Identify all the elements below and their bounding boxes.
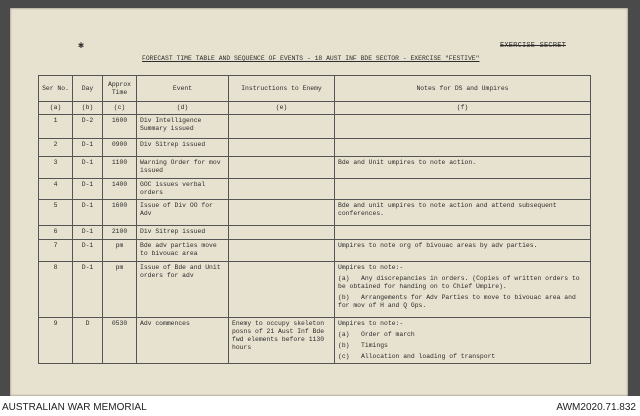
day-cell-text: D-1: [81, 141, 94, 148]
day-cell: [73, 226, 103, 240]
col-sub-e: (e): [229, 102, 335, 115]
enemy-cell: [229, 179, 335, 200]
col-sub-c: (c): [103, 102, 137, 115]
notes-cell-text: Bde and Unit umpires to note action.: [338, 159, 477, 166]
ser-cell: [39, 179, 73, 200]
time-cell: [103, 318, 137, 364]
table-row: [39, 318, 591, 364]
ser-cell: [39, 226, 73, 240]
notes-subitem-label: (a): [338, 331, 350, 338]
notes-subitem: [338, 294, 587, 310]
day-cell-text: D-1: [81, 202, 94, 209]
col-header-time: Approx Time: [103, 76, 137, 102]
table-row: [39, 240, 591, 262]
ser-cell: [39, 139, 73, 157]
table-row: [39, 200, 591, 226]
enemy-cell-text: Enemy to occupy skeleton posns of 21 Aust Inf Bde fwd elements before 1130 hours: [232, 320, 325, 351]
time-cell: [103, 200, 137, 226]
table-row: [39, 115, 591, 139]
day-cell-text: D-1: [81, 228, 94, 235]
time-cell: [103, 179, 137, 200]
notes-cell: [335, 226, 591, 240]
event-cell: [137, 240, 229, 262]
notes-subitem-label: (c): [338, 353, 350, 360]
ser-cell-text: 7: [53, 242, 58, 249]
timetable: [38, 75, 591, 364]
event-cell-text: Issue of Bde and Unit orders for adv: [140, 264, 221, 279]
document-title: FORECAST TIME TABLE AND SEQUENCE OF EVENTS - 18 AUST INF BDE SECTOR - EXERCISE "FESTIVE": [142, 55, 480, 62]
day-cell-text: D-1: [81, 242, 94, 249]
col-header-enemy: Instructions to Enemy: [229, 76, 335, 102]
enemy-cell: [229, 115, 335, 139]
enemy-cell: [229, 139, 335, 157]
table-row: [39, 226, 591, 240]
notes-subitem-label: (b): [338, 294, 350, 301]
time-cell-text: 0530: [111, 320, 128, 327]
footer-accession-id: AWM2020.71.832: [556, 402, 636, 413]
ser-cell: [39, 318, 73, 364]
notes-cell: [335, 318, 591, 364]
day-cell: [73, 200, 103, 226]
event-cell-text: GOC issues verbal orders: [140, 181, 206, 196]
event-cell: [137, 139, 229, 157]
col-header-notes: Notes for DS and Umpires: [335, 76, 591, 102]
notes-cell: [335, 157, 591, 179]
enemy-cell: [229, 318, 335, 364]
notes-cell-text: Bde and unit umpires to note action and attend subsequent conferences.: [338, 202, 557, 217]
ser-cell: [39, 157, 73, 179]
ser-cell: [39, 115, 73, 139]
notes-subitem-text: Arrangements for Adv Parties to move to bivouac area and for mov of H and Q Gps.: [338, 294, 576, 309]
subheader-row: [39, 102, 591, 115]
time-cell-text: 1600: [111, 202, 128, 209]
notes-subitem-text: Timings: [361, 342, 388, 349]
ser-cell-text: 1: [53, 117, 58, 124]
time-cell-text: 1400: [111, 181, 128, 188]
header-row: [39, 76, 591, 102]
ser-cell-text: 8: [53, 264, 58, 271]
notes-cell: [335, 262, 591, 318]
table-row: [39, 157, 591, 179]
day-cell: [73, 262, 103, 318]
day-cell-text: D-2: [81, 117, 94, 124]
enemy-cell: [229, 157, 335, 179]
time-cell: [103, 240, 137, 262]
col-header-ser: Ser No.: [39, 76, 73, 102]
ser-cell-text: 2: [53, 141, 58, 148]
event-cell-text: Adv commences: [140, 320, 190, 327]
day-cell: [73, 179, 103, 200]
event-cell: [137, 200, 229, 226]
event-cell-text: Warning Order for mov issued: [140, 159, 221, 174]
event-cell-text: Div Intelligence Summary issued: [140, 117, 202, 132]
day-cell: [73, 139, 103, 157]
notes-subitem-label: (b): [338, 342, 350, 349]
notes-cell: [335, 115, 591, 139]
col-header-day: Day: [73, 76, 103, 102]
event-cell: [137, 157, 229, 179]
notes-cell: [335, 139, 591, 157]
event-cell: [137, 115, 229, 139]
enemy-cell: [229, 240, 335, 262]
notes-subitem: [338, 275, 587, 291]
time-cell-text: 0900: [111, 141, 128, 148]
table-row: [39, 179, 591, 200]
table-row: [39, 139, 591, 157]
classification-label: EXERCISE SECRET: [499, 42, 566, 50]
time-cell-text: 1600: [111, 117, 128, 124]
enemy-cell: [229, 262, 335, 318]
event-cell-text: Div Sitrep issued: [140, 141, 206, 148]
col-sub-f: (f): [335, 102, 591, 115]
day-cell-text: D-1: [81, 159, 94, 166]
notes-subitem-text: Order of march: [361, 331, 415, 338]
footer-bar: [0, 396, 640, 416]
footer-source: AUSTRALIAN WAR MEMORIAL: [2, 402, 147, 413]
notes-cell-text: Umpires to note:-: [338, 320, 404, 327]
event-cell: [137, 179, 229, 200]
time-cell: [103, 157, 137, 179]
notes-cell: [335, 200, 591, 226]
day-cell: [73, 240, 103, 262]
event-cell-text: Issue of Div OO for Adv: [140, 202, 213, 217]
time-cell: [103, 226, 137, 240]
day-cell-text: D-1: [81, 264, 94, 271]
notes-subitem: [338, 353, 587, 361]
enemy-cell: [229, 200, 335, 226]
ser-cell-text: 5: [53, 202, 58, 209]
notes-cell: [335, 240, 591, 262]
notes-cell-text: Umpires to note org of bivouac areas by adv parties.: [338, 242, 538, 249]
ser-cell-text: 6: [53, 228, 58, 235]
ser-cell: [39, 200, 73, 226]
notes-subitem-label: (a): [338, 275, 350, 282]
notes-subitem: [338, 342, 587, 350]
time-cell: [103, 139, 137, 157]
day-cell: [73, 157, 103, 179]
ser-cell: [39, 240, 73, 262]
time-cell-text: pm: [115, 264, 124, 271]
col-header-event: Event: [137, 76, 229, 102]
day-cell-text: D: [85, 320, 90, 327]
day-cell: [73, 318, 103, 364]
table-row: [39, 262, 591, 318]
ser-cell-text: 3: [53, 159, 58, 166]
event-cell-text: Bde adv parties move to bivouac area: [140, 242, 217, 257]
event-cell: [137, 262, 229, 318]
notes-cell-text: Umpires to note:-: [338, 264, 404, 271]
ser-cell: [39, 262, 73, 318]
col-sub-b: (b): [73, 102, 103, 115]
time-cell: [103, 115, 137, 139]
notes-subitem-text: Allocation and loading of transport: [361, 353, 496, 360]
time-cell-text: pm: [115, 242, 124, 249]
day-cell: [73, 115, 103, 139]
event-cell: [137, 226, 229, 240]
col-sub-d: (d): [137, 102, 229, 115]
notes-subitem: [338, 331, 587, 339]
event-cell: [137, 318, 229, 364]
enemy-cell: [229, 226, 335, 240]
ser-cell-text: 9: [53, 320, 58, 327]
event-cell-text: Div Sitrep issued: [140, 228, 206, 235]
handwritten-mark: ✱: [78, 41, 85, 52]
time-cell-text: 2100: [111, 228, 128, 235]
time-cell: [103, 262, 137, 318]
table-body: [39, 115, 591, 364]
time-cell-text: 1100: [111, 159, 128, 166]
notes-cell: [335, 179, 591, 200]
day-cell-text: D-1: [81, 181, 94, 188]
notes-subitem-text: Any discrepancies in orders. (Copies of written orders to be obtained for handing on to Chief Umpire).: [338, 275, 580, 290]
ser-cell-text: 4: [53, 181, 58, 188]
col-sub-a: (a): [39, 102, 73, 115]
